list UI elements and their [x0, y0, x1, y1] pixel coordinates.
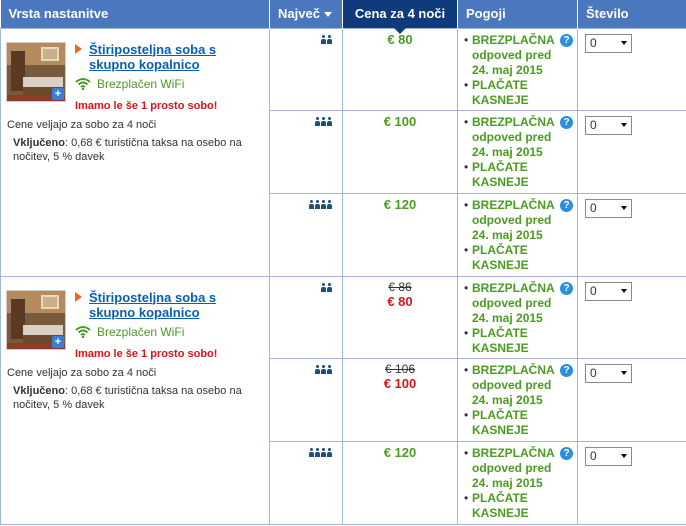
- quantity-cell: [578, 28, 686, 110]
- quantity-cell: [578, 193, 686, 276]
- plus-icon[interactable]: +: [52, 88, 64, 100]
- chevron-down-icon: [621, 454, 627, 458]
- table-row: [1, 276, 686, 358]
- person-icon: [327, 365, 332, 374]
- conditions-cell: [458, 358, 578, 441]
- person-icon: [327, 35, 332, 44]
- person-icon: [327, 117, 332, 126]
- room-title-text: Štiriposteljna soba s skupno kopalnico: [89, 289, 217, 320]
- quantity-select[interactable]: [585, 116, 632, 135]
- quantity-select[interactable]: [585, 199, 632, 218]
- person-icon: [321, 365, 326, 374]
- room-title-link[interactable]: [75, 42, 256, 72]
- selected-notch-icon: [394, 28, 406, 34]
- header-quantity: Število: [578, 0, 686, 28]
- person-icon: [315, 448, 320, 457]
- price-cell: [343, 110, 458, 193]
- quantity-value: 0: [590, 36, 597, 50]
- quantity-select[interactable]: [585, 447, 632, 466]
- pay-later-text: • PLAČATE KASNEJE: [464, 243, 573, 273]
- persons-icon-group: [321, 283, 332, 292]
- chevron-down-icon: [621, 371, 627, 375]
- quantity-value: 0: [590, 201, 597, 215]
- table-row: [1, 28, 686, 110]
- person-icon: [309, 200, 314, 209]
- wifi-label: Brezplačen WiFi: [97, 324, 185, 339]
- chevron-down-icon: [621, 41, 627, 45]
- quantity-value: 0: [590, 118, 597, 132]
- conditions-cell: [458, 28, 578, 110]
- person-icon: [321, 200, 326, 209]
- chevron-down-icon: [621, 206, 627, 210]
- max-persons-cell: [270, 110, 343, 193]
- old-price: € 86: [388, 279, 412, 294]
- help-icon[interactable]: ?: [560, 116, 573, 129]
- room-header: [1, 277, 269, 360]
- person-icon: [315, 117, 320, 126]
- header-max-label: Največ: [278, 6, 320, 22]
- free-cancel-row: [464, 446, 573, 491]
- quantity-value: 0: [590, 284, 597, 298]
- room-cell: [1, 28, 270, 276]
- max-persons-cell: [270, 358, 343, 441]
- conditions-cell: [458, 110, 578, 193]
- quantity-select[interactable]: [585, 364, 632, 383]
- included-label: Vključeno: [13, 136, 65, 149]
- price-note: Cene veljajo za sobo za 4 noči: [7, 118, 157, 131]
- person-icon: [315, 200, 320, 209]
- header-price[interactable]: [343, 0, 458, 28]
- person-icon: [321, 448, 326, 457]
- pay-later-text: • PLAČATE KASNEJE: [464, 491, 573, 521]
- free-cancel-text: • BREZPLAČNA odpoved pred 24. maj 2015: [464, 198, 556, 243]
- conditions-cell: [458, 276, 578, 358]
- quantity-cell: [578, 110, 686, 193]
- quantity-select[interactable]: [585, 282, 632, 301]
- room-info: [66, 42, 256, 112]
- price-value: € 100: [383, 375, 417, 391]
- free-cancel-row: [464, 281, 573, 326]
- plus-icon[interactable]: +: [52, 336, 64, 348]
- quantity-cell: [578, 276, 686, 358]
- price-cell: [343, 358, 458, 441]
- help-icon[interactable]: ?: [560, 282, 573, 295]
- persons-icon-group: [309, 448, 332, 457]
- person-icon: [321, 117, 326, 126]
- help-icon[interactable]: ?: [560, 199, 573, 212]
- chevron-down-icon: [621, 123, 627, 127]
- room-photo[interactable]: [6, 290, 66, 350]
- conditions-cell: [458, 441, 578, 524]
- wifi-row: [75, 325, 256, 339]
- chevron-down-icon: [621, 289, 627, 293]
- header-max-persons[interactable]: [270, 0, 343, 28]
- pay-later-text: • PLAČATE KASNEJE: [464, 326, 573, 356]
- included-text: : 0,68 € turistična taksa na osebo na nočitev, 5 % davek: [13, 136, 242, 163]
- help-icon[interactable]: ?: [560, 34, 573, 47]
- header-price-label: Cena za 4 noči: [354, 6, 446, 22]
- wifi-icon: [75, 77, 91, 90]
- max-persons-cell: [270, 276, 343, 358]
- pay-later-text: • PLAČATE KASNEJE: [464, 408, 573, 438]
- free-cancel-text: • BREZPLAČNA odpoved pred 24. maj 2015: [464, 33, 556, 78]
- conditions-cell: [458, 193, 578, 276]
- free-cancel-row: [464, 115, 573, 160]
- free-cancel-text: • BREZPLAČNA odpoved pred 24. maj 2015: [464, 281, 556, 326]
- person-icon: [321, 283, 326, 292]
- header-conditions: Pogoji: [458, 0, 578, 28]
- person-icon: [315, 365, 320, 374]
- pay-later-text: • PLAČATE KASNEJE: [464, 160, 573, 190]
- person-icon: [309, 448, 314, 457]
- pay-later-text: • PLAČATE KASNEJE: [464, 78, 573, 108]
- persons-icon-group: [315, 117, 332, 126]
- max-persons-cell: [270, 28, 343, 110]
- max-persons-cell: [270, 441, 343, 524]
- room-photo[interactable]: [6, 42, 66, 102]
- wifi-icon: [75, 325, 91, 338]
- price-cell: [343, 276, 458, 358]
- room-header: [1, 29, 269, 112]
- person-icon: [327, 283, 332, 292]
- price-cell: [343, 441, 458, 524]
- quantity-value: 0: [590, 449, 597, 463]
- persons-icon-group: [321, 35, 332, 44]
- old-price: € 106: [384, 361, 416, 376]
- price-cell: [343, 193, 458, 276]
- wifi-label: Brezplačen WiFi: [97, 76, 185, 91]
- max-persons-cell: [270, 193, 343, 276]
- arrow-right-icon: [75, 44, 82, 54]
- room-cell: [1, 276, 270, 524]
- quantity-cell: [578, 441, 686, 524]
- quantity-select[interactable]: [585, 34, 632, 53]
- header-room-type: Vrsta nastanitve: [1, 0, 270, 28]
- free-cancel-row: [464, 33, 573, 78]
- free-cancel-text: • BREZPLAČNA odpoved pred 24. maj 2015: [464, 446, 556, 491]
- quantity-cell: [578, 358, 686, 441]
- free-cancel-row: [464, 363, 573, 408]
- free-cancel-text: • BREZPLAČNA odpoved pred 24. maj 2015: [464, 115, 556, 160]
- price-value: € 120: [383, 196, 417, 212]
- price-note: Cene veljajo za sobo za 4 noči: [7, 366, 157, 379]
- included-text: : 0,68 € turistična taksa na osebo na nočitev, 5 % davek: [13, 384, 242, 411]
- help-icon[interactable]: ?: [560, 364, 573, 377]
- included-label: Vključeno: [13, 384, 65, 397]
- help-icon[interactable]: ?: [560, 447, 573, 460]
- price-value: € 100: [383, 113, 417, 129]
- persons-icon-group: [315, 365, 332, 374]
- sort-down-icon[interactable]: [324, 12, 332, 17]
- free-cancel-row: [464, 198, 573, 243]
- person-icon: [321, 35, 326, 44]
- person-icon: [327, 448, 332, 457]
- scarcity-notice: Imamo le še 1 prosto sobo!: [75, 99, 218, 112]
- quantity-value: 0: [590, 366, 597, 380]
- room-info: [66, 290, 256, 360]
- table-header: [1, 0, 686, 28]
- persons-icon-group: [309, 200, 332, 209]
- arrow-right-icon: [75, 292, 82, 302]
- price-cell: [343, 28, 458, 110]
- price-value: € 120: [383, 444, 417, 460]
- scarcity-notice: Imamo le še 1 prosto sobo!: [75, 347, 218, 360]
- included-taxes: [13, 384, 253, 412]
- wifi-row: [75, 77, 256, 91]
- included-taxes: [13, 136, 253, 164]
- room-title-text: Štiriposteljna soba s skupno kopalnico: [89, 41, 217, 72]
- room-title-link[interactable]: [75, 290, 256, 320]
- person-icon: [327, 200, 332, 209]
- price-value: € 80: [387, 293, 413, 309]
- price-value: € 80: [387, 31, 413, 47]
- free-cancel-text: • BREZPLAČNA odpoved pred 24. maj 2015: [464, 363, 556, 408]
